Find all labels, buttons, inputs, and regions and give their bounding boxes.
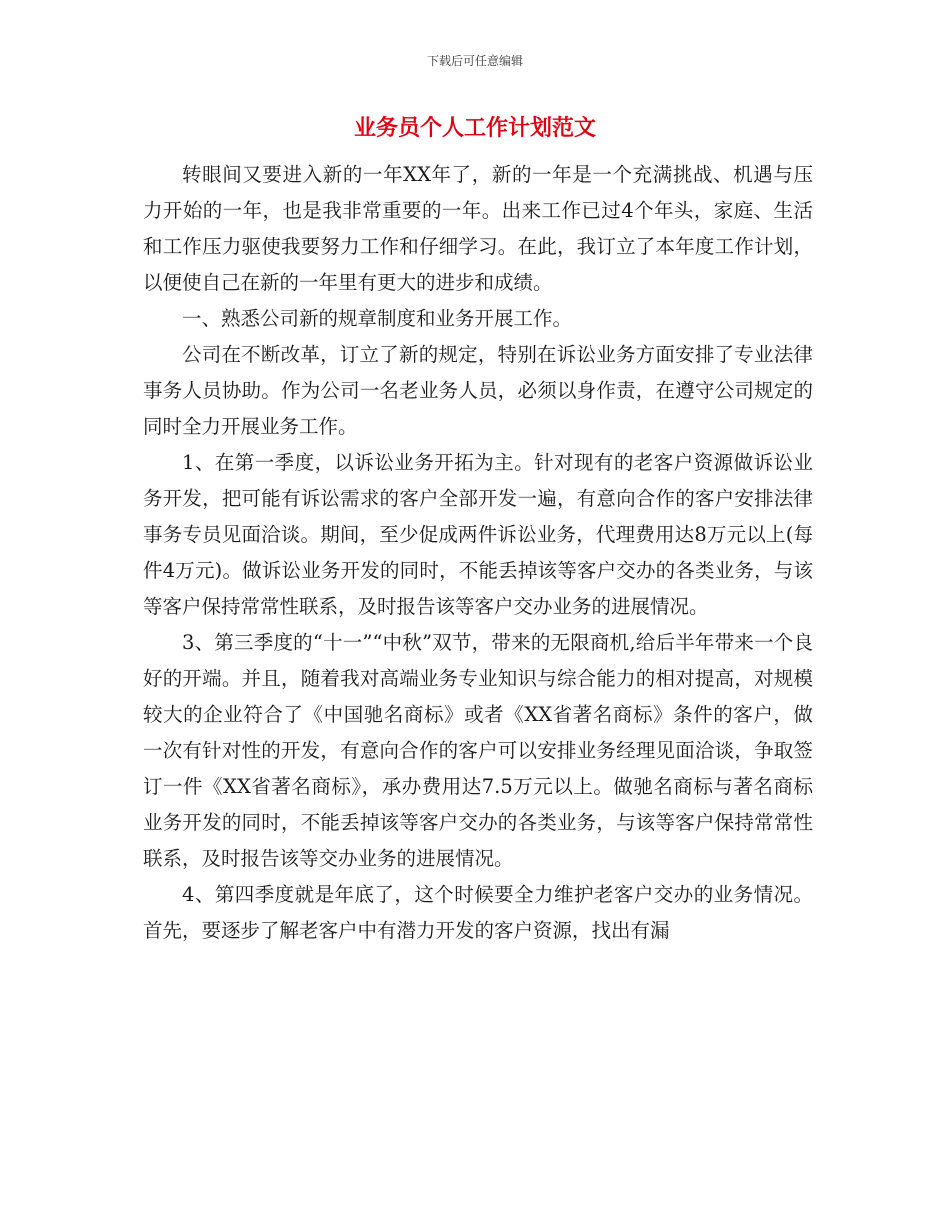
paragraph-intro: 转眼间又要进入新的一年XX年了，新的一年是一个充满挑战、机遇与压力开始的一年，也是我非常重要的一年。出来工作已过4个年头，家庭、生活和工作压力驱使我要努力工作和仔细学习。在此，我订立了本年度工作计划，以便使自己在新的一年里有更大的进步和成绩。 [143, 163, 813, 294]
paragraph-q1-plan: 1、在第一季度，以诉讼业务开拓为主。针对现有的老客户资源做诉讼业务开发，把可能有诉讼需求的客户全部开发一遍，有意向合作的客户安排法律事务专员见面洽谈。期间，至少促成两件诉讼业务，代理费用达8万元以上(每件4万元)。做诉讼业务开发的同时，不能丢掉该等客户交办的各类业务，与该等客户保持常常性联系，及时报告该等客户交办业务的进展情况。 [143, 451, 813, 618]
document-body [143, 157, 813, 949]
section-heading-1: 一、熟悉公司新的规章制度和业务开展工作。 [182, 307, 573, 330]
document-title: 业务员个人工作计划范文 [353, 116, 596, 141]
paragraph-q4-plan: 4、第四季度就是年底了，这个时候要全力维护老客户交办的业务情况。首先，要逐步了解老客户中有潜力开发的客户资源，找出有漏 [143, 883, 813, 942]
page-header-note: 下载后可任意编辑 [426, 54, 523, 68]
paragraph-q3-plan: 3、第三季度的“十一”“中秋”双节，带来的无限商机,给后半年带来一个良好的开端。并且，随着我对高端业务专业知识与综合能力的相对提高，对规模较大的企业符合了《中国驰名商标》或者《XX省著名商标》条件的客户，做一次有针对性的开发，有意向合作的客户可以安排业务经理见面洽谈，争取签订一件《XX省著名商标》，承办费用达7.5万元以上。做驰名商标与著名商标业务开发的同时，不能丢掉该等客户交办的各类业务，与该等客户保持常常性联系，及时报告该等交办业务的进展情况。 [143, 631, 813, 870]
paragraph-company-rules: 公司在不断改革，订立了新的规定，特别在诉讼业务方面安排了专业法律事务人员协助。作为公司一名老业务人员，必须以身作责，在遵守公司规定的同时全力开展业务工作。 [143, 343, 813, 438]
